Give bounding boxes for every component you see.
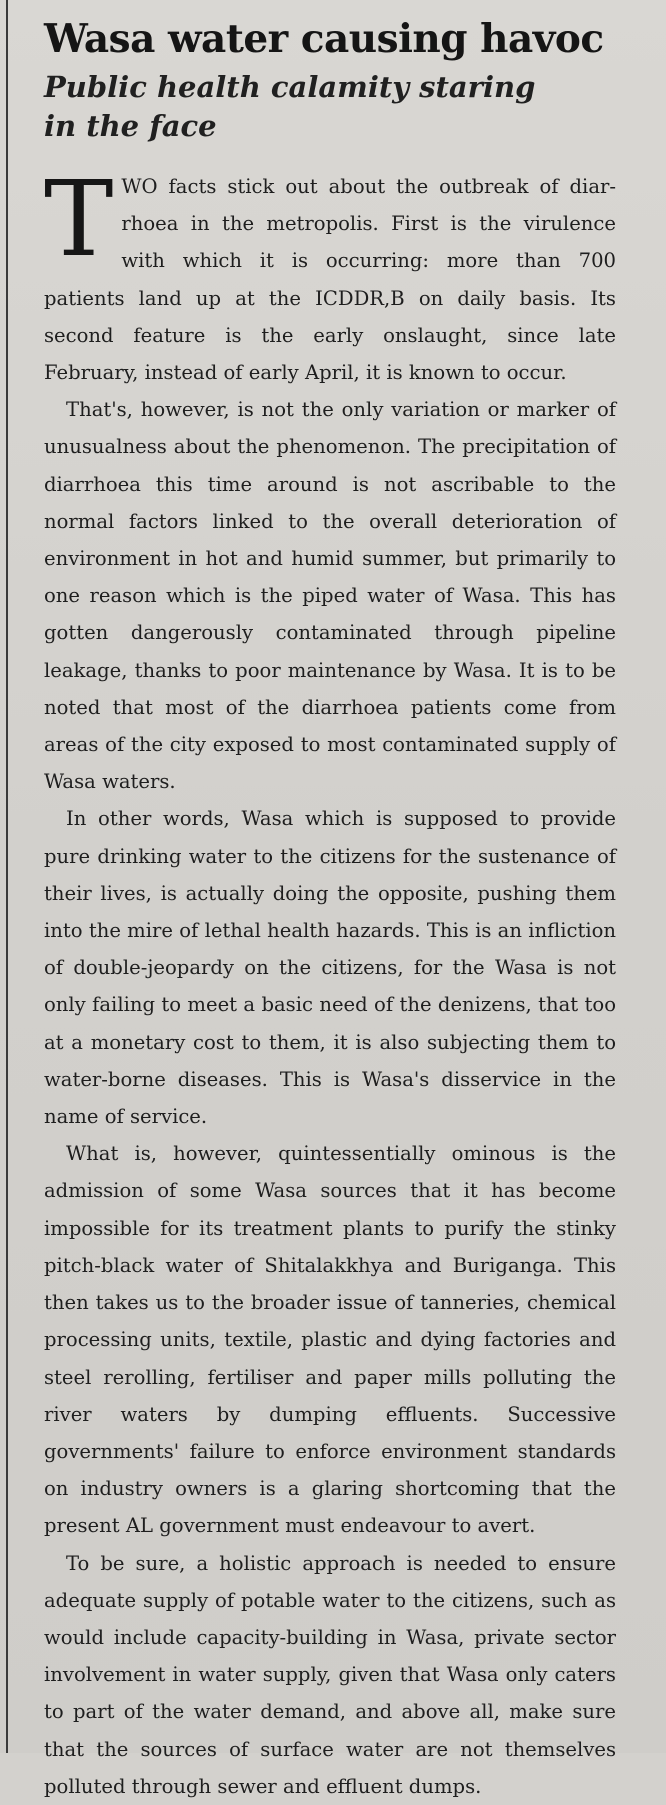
paragraph-1 — [44, 158, 616, 391]
paragraph-5: To be sure, a holistic approach is needed to ensure adequate supply of potable water to the citizens, such as would include capacity-building in Wasa, private sector involvement in water supply, given that Wasa only caters to part of the water demand, and above all, make sure that the sources of surface water are not themselves polluted through sewer and effluent dumps. — [44, 1551, 616, 1798]
paragraph-2: That's, however, is not the only variation or marker of unusualness about the phenomenon. The precipitation of diarrhoea this time around is not ascribable to the normal factors linked to the overall deterioration of environment in hot and humid summer, but primarily to one reason which is the piped water of Wasa. This has gotten dangerously contaminated through pipeline leakage, thanks to poor maintenance by Wasa. It is to be noted that most of the diarrhoea patients come from areas of the city exposed to most contaminated supply of Wasa waters. — [44, 398, 616, 794]
subheadline: Public health calamity staring in the face — [44, 70, 536, 143]
paragraph-3: In other words, Wasa which is supposed to provide pure drinking water to the citizens for the sustenance of their lives, is actually doing the opposite, pushing them into the mire of lethal health hazards. This is an infliction of double-jeopardy on the citizens, for the Wasa is not only failing to meet a basic need of the denizens, that too at a monetary cost to them, it is also subjecting them to water-borne diseases. This is Wasa's disservice in the name of service. — [44, 807, 616, 1129]
article-body — [44, 158, 616, 1805]
paragraph-1-text: WO facts stick out about the outbreak of diarrhoea in the metropolis. First is the virulence with which it is occurring: more than 700 patients land up at the ICDDR,B on daily basis. Its second feature is the early onslaught, since late February, instead of early April, it is known to occur. — [44, 175, 616, 385]
headline: Wasa water causing havoc — [44, 16, 604, 62]
paragraph-4: What is, however, quintessentially ominous is the admission of some Wasa sources that it has become impossible for its treatment plants to purify the stinky pitch-black water of Shitalakkhya and Buriganga. This then takes us to the broader issue of tanneries, chemical processing units, textile, plastic and dying factories and steel rerolling, fertiliser and paper mills polluting the river waters by dumping effluents. Successive governments' failure to enforce environment standards on industry owners is a glaring shortcoming that the present AL government must endeavour to avert. — [44, 1142, 616, 1538]
drop-cap: T — [44, 158, 114, 280]
column-rule — [6, 0, 8, 1753]
editorial-article — [44, 14, 616, 1805]
